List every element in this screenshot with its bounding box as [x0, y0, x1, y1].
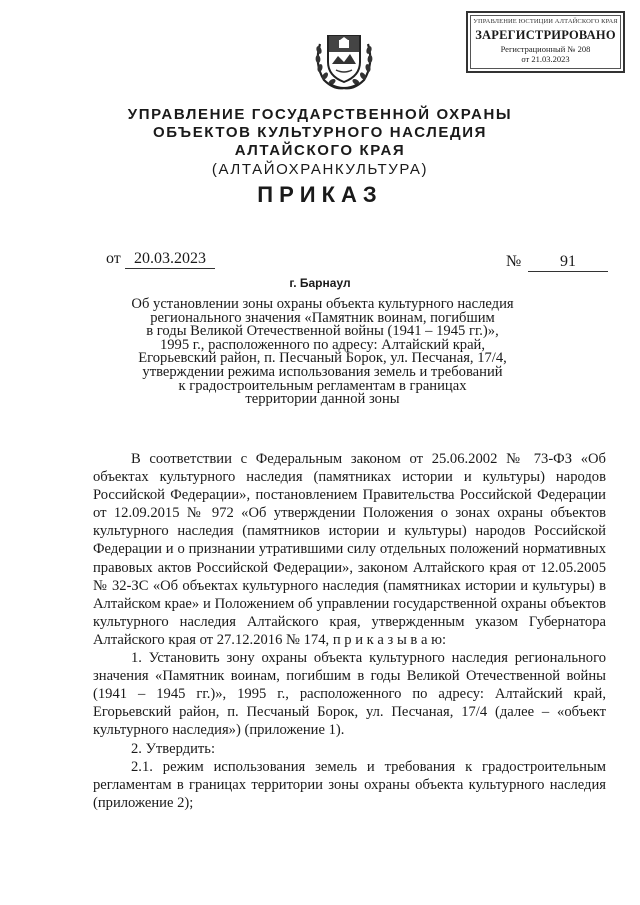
stamp-title: ЗАРЕГИСТРИРОВАНО — [475, 28, 616, 42]
order-number: 91 — [528, 253, 608, 272]
item-2-1-paragraph: 2.1. режим использования земель и требования к градостроительным регламентам в границах территории зоны охраны объекта культурного наследия (приложение 2); — [93, 758, 606, 811]
registration-stamp — [466, 11, 625, 73]
subject-line: регионального значения «Памятник воинам, погибшим — [150, 309, 495, 326]
number-prefix: № — [506, 253, 522, 270]
org-name-line-3: АЛТАЙСКОГО КРАЯ — [234, 142, 406, 159]
document-type-title: ПРИКАЗ — [257, 182, 383, 207]
stamp-department: УПРАВЛЕНИЕ ЮСТИЦИИ АЛТАЙСКОГО КРАЯ — [473, 18, 618, 25]
org-name-line-2: ОБЪЕКТОВ КУЛЬТУРНОГО НАСЛЕДИЯ — [152, 124, 488, 141]
order-verb: п р и к а з ы в а ю: — [332, 631, 447, 648]
order-date: 20.03.2023 — [125, 250, 215, 269]
date-prefix: от — [106, 250, 121, 267]
subject-line: к градостроительным регламентам в границах — [178, 377, 467, 394]
stamp-reg-date: от 21.03.2023 — [521, 53, 570, 64]
subject-line: утверждении режима использования земель и требований — [142, 363, 503, 380]
org-name-line-1: УПРАВЛЕНИЕ ГОСУДАРСТВЕННОЙ ОХРАНЫ — [127, 106, 513, 123]
stamp-inner-frame — [470, 15, 621, 69]
coat-of-arms-icon — [310, 24, 378, 92]
order-subject — [100, 298, 545, 407]
org-abbreviation: (АЛТАЙОХРАНКУЛЬТУРА) — [211, 161, 429, 178]
subject-line: в годы Великой Отечественной войны (1941 – 1945 гг.)», — [146, 323, 499, 340]
organization-header — [0, 106, 640, 179]
subject-line: Об установлении зоны охраны объекта культурного наследия — [131, 296, 514, 312]
city-label: г. Барнаул — [289, 276, 351, 290]
item-1-paragraph: 1. Установить зону охраны объекта культурного наследия регионального значения «Памятник воинам, погибшим в годы Великой Отечественной войны (1941 – 1945 гг.)», 1995 г., расположенного по адресу: Алтайский край, Егорьевский район, п. Песчаный Борок, ул. Песчаная, 17/4 (далее – «объект культурного наследия») (приложение 1). — [93, 650, 606, 739]
subject-line: территории данной зоны — [245, 391, 400, 408]
stamp-reg-number: Регистрационный № 208 — [500, 44, 591, 54]
preamble-paragraph — [93, 450, 606, 649]
subject-line: 1995 г., расположенного по адресу: Алтайский край, — [159, 336, 486, 353]
item-2-paragraph: 2. Утвердить: — [131, 740, 216, 757]
preamble-text: В соответствии с Федеральным законом от 25.06.2002 № 73-ФЗ «Об объектах культурного наследия (памятниках истории и культуры) народов Российской Федерации», постановлением Правительства Российской Федерации от 12.09.2015 № 972 «Об утверждении Положения о зонах охраны объектов культурного наследия (памятников истории и культуры) народов Российской Федерации и о признании утратившими силу отдельных положений нормативных правовых актов Российской Федерации», законом Алтайского края от 12.05.2005 № 32-ЗС «Об объектах культурного наследия (памятниках истории и культуры) в Алтайском крае» и Положением об управлении государственной охраны объектов культурного наследия Алтайского края, утвержденным указом Губернатора Алтайского края от 27.12.2016 № 174, — [93, 451, 606, 648]
subject-line: Егорьевский район, п. Песчаный Борок, ул. Песчаная, 17/4, — [138, 350, 507, 367]
order-body — [93, 450, 606, 812]
